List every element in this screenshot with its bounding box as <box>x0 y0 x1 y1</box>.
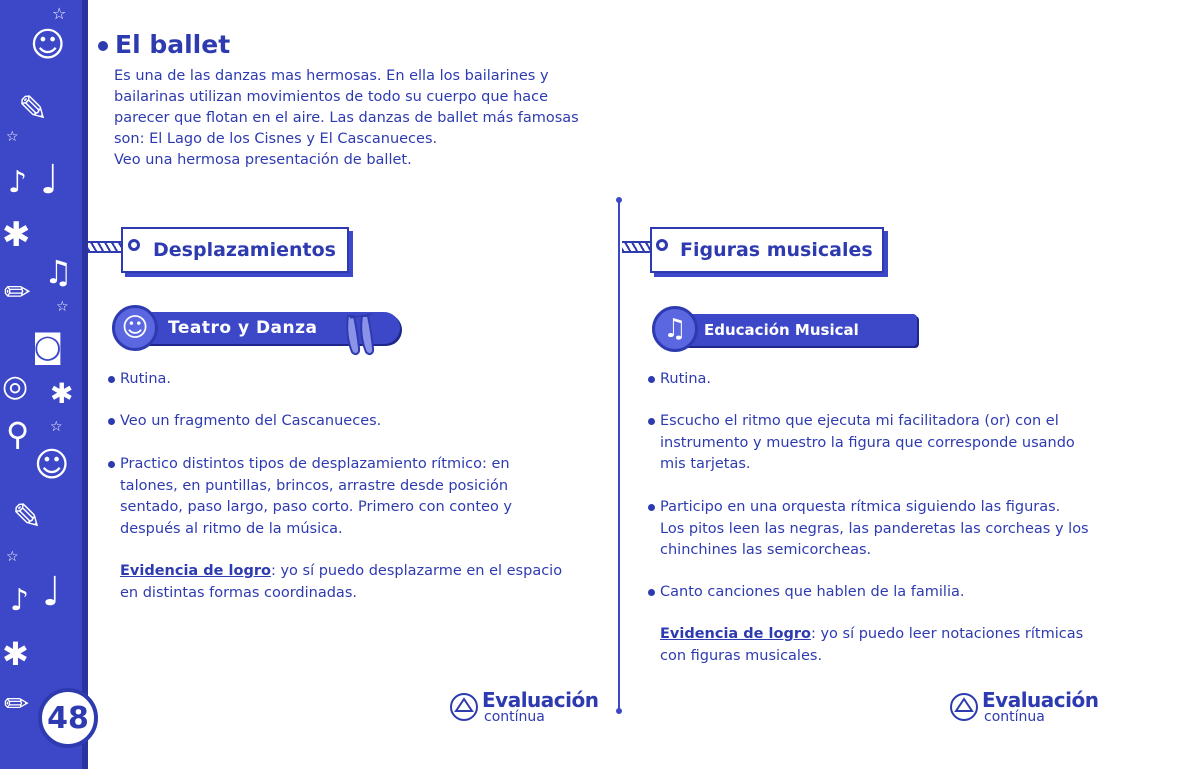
theater-mask-icon: ☺ <box>34 445 70 485</box>
evaluation-title: Evaluación <box>982 688 1099 712</box>
divider-cap-bottom <box>616 708 622 714</box>
evaluation-icon <box>450 693 478 721</box>
evaluation-badge-right <box>950 690 1098 724</box>
item-line: instrumento y muestro la figura que corresponde usando <box>660 434 1075 451</box>
section-title-box-left <box>121 227 349 273</box>
bullet <box>648 504 655 511</box>
evaluation-badge-left <box>450 690 598 724</box>
rope-ring <box>128 239 140 251</box>
banner-label-right: Educación Musical <box>704 321 859 339</box>
evidence-text: en distintas formas coordinadas. <box>120 584 357 601</box>
item-text: Veo un fragmento del Cascanueces. <box>120 413 382 429</box>
item-line: Participo en una orquesta rítmica siguiendo las figuras. <box>660 499 1061 515</box>
intro-line: son: El Lago de los Cisnes y El Cascanueces. <box>114 131 438 147</box>
list-item-left-1 <box>108 369 171 391</box>
rope-ring <box>656 239 668 251</box>
evidence-text: : yo sí puedo leer notaciones rítmicas <box>810 626 1084 642</box>
intro-line: parecer que flotan en el aire. Las danzas de ballet más famosas <box>114 110 579 126</box>
pencil-icon: ✏ <box>4 273 31 311</box>
title-bullet <box>98 41 108 51</box>
evidence-text: con figuras musicales. <box>660 647 823 664</box>
intro-line: Veo una hermosa presentación de ballet. <box>114 152 412 168</box>
banner-label-left: Teatro y Danza <box>168 318 318 338</box>
bullet <box>108 461 115 468</box>
ballet-shoes-icon <box>342 312 380 356</box>
section-title-box-right <box>650 227 884 273</box>
item-line: talones, en puntillas, brincos, arrastre desde posición <box>120 477 509 494</box>
item-line: Escucho el ritmo que ejecuta mi facilitadora (or) con el <box>660 413 1059 429</box>
music-note-icon: ♫ <box>44 253 73 291</box>
list-item-right-1 <box>648 369 711 391</box>
bullet <box>648 376 655 383</box>
star-icon: ☆ <box>50 419 63 435</box>
star-icon: ☆ <box>6 129 19 145</box>
evidence-label: Evidencia de logro <box>120 563 271 579</box>
intro-line: bailarinas utilizan movimientos de todo su cuerpo que hace <box>114 89 549 105</box>
evidence-text: : yo sí puedo desplazarme en el espacio <box>270 563 563 579</box>
section-title-right: Figuras musicales <box>680 239 873 261</box>
splat-icon: ✱ <box>2 215 31 255</box>
violin-icon: ♩ <box>42 569 61 615</box>
violin-icon: ♩ <box>40 157 59 203</box>
list-item-right-2 <box>648 411 1075 476</box>
splat-icon: ✱ <box>50 377 74 410</box>
item-text: Rutina. <box>120 371 172 387</box>
item-line: sentado, paso largo, paso corto. Primero con conteo y <box>120 499 513 515</box>
page-title <box>98 30 230 59</box>
evidence-right <box>660 624 1083 667</box>
item-line: Los pitos leen las negras, las panderetas las corcheas y los <box>660 520 1089 537</box>
list-item-right-3 <box>648 497 1089 562</box>
evaluation-subtitle: contínua <box>484 709 545 725</box>
page-title-text: El ballet <box>115 30 231 59</box>
evaluation-icon <box>950 693 978 721</box>
music-note-icon: ♪ <box>10 583 30 618</box>
bullet <box>108 376 115 383</box>
item-line: después al ritmo de la música. <box>120 520 343 537</box>
item-line: chinchines las semicorcheas. <box>660 542 872 558</box>
sidebar-stripe <box>82 0 88 769</box>
music-note-icon: ♫ <box>652 306 698 352</box>
evaluation-subtitle: contínua <box>984 709 1045 725</box>
item-text: Canto canciones que hablen de la familia. <box>660 584 965 600</box>
decorative-sidebar <box>0 0 88 769</box>
paint-palette-icon: ✎ <box>18 89 49 130</box>
music-note-icon: ♪ <box>8 165 28 200</box>
list-item-left-3 <box>108 454 512 540</box>
item-line: Practico distintos tipos de desplazamiento rítmico: en <box>120 456 510 472</box>
theater-masks-icon: ☺ <box>112 305 158 351</box>
pencil-icon: ✏ <box>4 687 30 722</box>
camera-icon: ◙ <box>32 327 64 365</box>
list-item-left-2 <box>108 411 381 433</box>
evaluation-title: Evaluación <box>482 688 599 712</box>
star-icon: ☆ <box>56 299 69 315</box>
evidence-left <box>120 561 562 604</box>
intro-paragraph <box>114 66 624 171</box>
item-text: Rutina. <box>660 371 712 387</box>
list-item-right-4 <box>648 582 964 604</box>
bullet <box>648 418 655 425</box>
evidence-label: Evidencia de logro <box>660 626 811 642</box>
subject-banner-right <box>672 314 917 346</box>
bullet <box>108 418 115 425</box>
video-camera-icon: ◎ <box>2 369 29 404</box>
theater-mask-icon: ☺ <box>30 25 66 65</box>
splat-icon: ✱ <box>2 635 29 673</box>
star-icon: ☆ <box>6 549 19 565</box>
paint-palette-icon: ✎ <box>12 497 43 538</box>
section-title-left: Desplazamientos <box>153 239 336 261</box>
column-divider <box>618 200 620 712</box>
item-line: mis tarjetas. <box>660 456 751 472</box>
bullet <box>648 589 655 596</box>
star-icon: ☆ <box>52 4 67 23</box>
divider-cap-top <box>616 197 622 203</box>
ballet-shoe-icon: ⚲ <box>6 415 30 453</box>
page-number: 48 <box>38 688 98 748</box>
intro-line: Es una de las danzas mas hermosas. En ella los bailarines y <box>114 68 549 84</box>
